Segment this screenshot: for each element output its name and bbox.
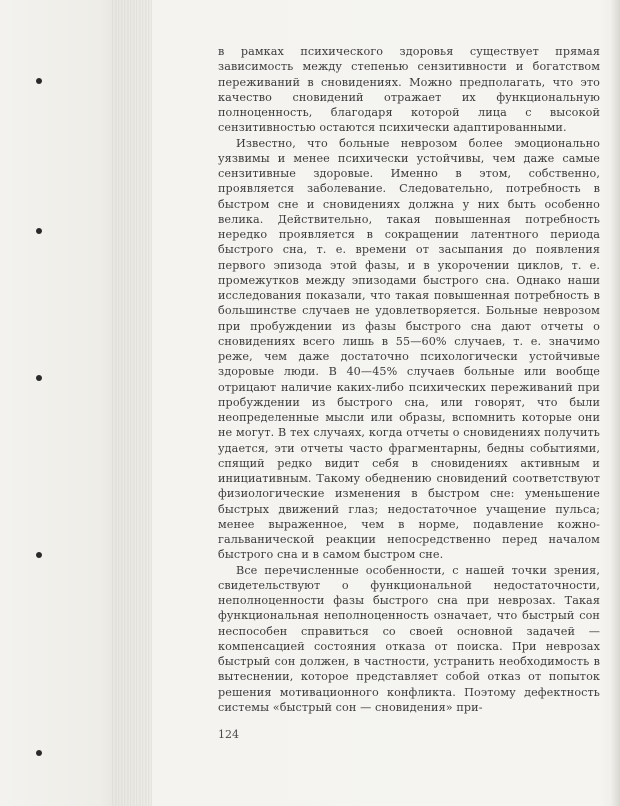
paragraph-2: Известно, что больные неврозом более эмоционально уязвимы и менее психически устойчивы, чем даже самые сензитивные здоровые. Именно в этом, собственно, проявляется заболевание. Следовательно, потребность в быстром сне и сновидениях должна у них быть особенно велика. Действительно, такая повышенная потребность нередко проявляется в сокращении латентного периода быстрого сна, т. е. времени от засыпания до появления первого эпизода этой фазы, и в укорочении циклов, т. е. промежутков между эпизодами быстрого сна. Однако наши исследования показали, что такая повышенная потребность в большинстве случаев не удовлетворяется. Больные неврозом при пробуждении из фазы быстрого сна дают отчеты о сновидениях всего лишь в 55—60% случаев, т. е. значимо реже, чем даже достаточно психологически устойчивые здоровые люди. В 40—45% случаев больные или вообще отрицают наличие каких-либо психических переживаний при пробуждении из быстрого сна, или говорят, что были неопределенные мысли или образы, вспомнить которые они не могут. В тех случаях, когда отчеты о сновидениях получить удается, эти отчеты часто фрагментарны, бедны событиями, спящий редко видит себя в сновидениях активным и инициативным. Такому обеднению сновидений соответствуют физиологические изменения в быстром сне: уменьшение быстрых движений глаз; недостаточное учащение пульса; менее выраженное, чем в норме, подавление кожно-гальванической реакции непосредственно перед началом быстрого сна и в самом быстром сне. xyxy=(218,136,600,562)
body-text xyxy=(218,44,600,715)
binding-hole-3 xyxy=(36,375,42,381)
binding-hole-4 xyxy=(36,552,42,558)
book-page-edges xyxy=(112,0,152,806)
binding-hole-5 xyxy=(36,750,42,756)
paragraph-1: в рамках психического здоровья существует прямая зависимость между степенью сензитивности и богатством переживаний в сновидениях. Можно предполагать, что это качество сновидений отражает их функциональную полноценность, благодаря которой лица с высокой сензитивностью остаются психически адаптированными. xyxy=(218,45,600,135)
paragraph-3: Все перечисленные особенности, с нашей точки зрения, свидетельствуют о функциональной недостаточности, неполноценности фазы быстрого сна при неврозах. Такая функциональная неполноценность означает, что быстрый сон неспособен справиться со своей основной задачей — компенсацией состояния отказа от поиска. При неврозах быстрый сон должен, в частности, устранить необходимость в вытеснении, которое представляет собой отказ от попыток решения мотивационного конфликта. Поэтому дефектность системы «быстрый сон — сновидения» при- xyxy=(218,563,600,714)
binding-hole-1 xyxy=(36,78,42,84)
page-number: 124 xyxy=(218,728,239,741)
binding-hole-2 xyxy=(36,228,42,234)
right-page-edge xyxy=(610,0,620,806)
